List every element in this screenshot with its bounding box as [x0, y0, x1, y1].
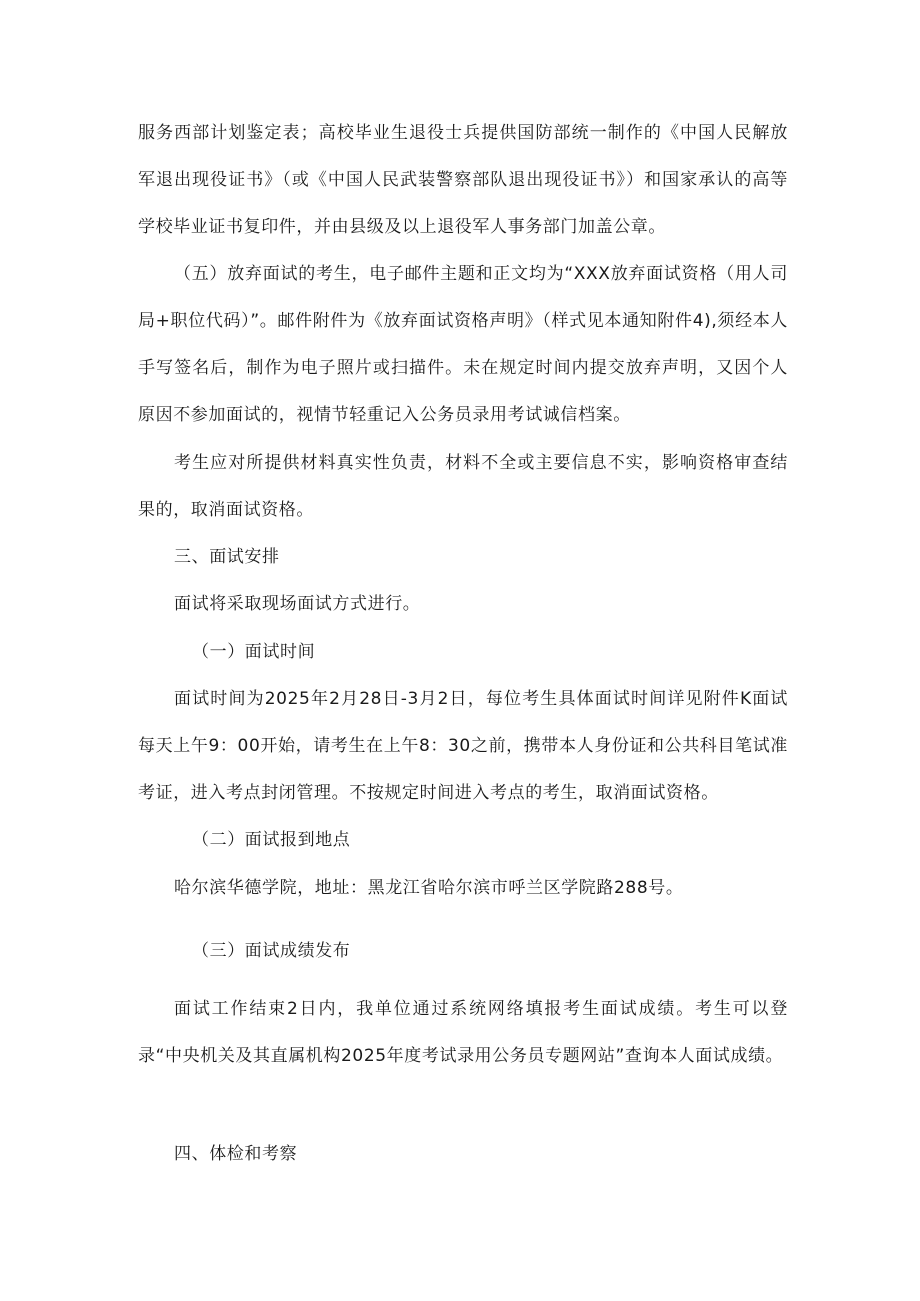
subheading-interview-time: （一）面试时间 — [192, 642, 316, 662]
paragraph-score-release: 面试工作结束2日内，我单位通过系统网络填报考生面试成绩。考生可以登录“中央机关及其直属机构2025年度考试录用公务员专题网站”查询本人面试成绩。 — [138, 999, 788, 1066]
section-heading-interview-arrangement: 三、面试安排 — [174, 547, 280, 567]
paragraph-material-responsibility: 考生应对所提供材料真实性负责，材料不全或主要信息不实，影响资格审查结果的，取消面试资格。 — [138, 453, 788, 520]
subheading-score-release: （三）面试成绩发布 — [192, 941, 351, 961]
paragraph-interview-method: 面试将采取现场面试方式进行。 — [174, 594, 421, 614]
subheading-interview-location: （二）面试报到地点 — [192, 830, 351, 850]
paragraph-interview-time: 面试时间为2025年2月28日-3月2日，每位考生具体面试时间详见附件K面试每天上午9：00开始，请考生在上午8：30之前，携带本人身份证和公共科目笔试准考证，进入考点封闭管理。不按规定时间进入考点的考生，取消面试资格。 — [138, 689, 788, 803]
paragraph-veteran-documents: 服务西部计划鉴定表；高校毕业生退役士兵提供国防部统一制作的《中国人民解放军退出现役证书》（或《中国人民武装警察部队退出现役证书》）和国家承认的高等学校毕业证书复印件，并由县级及以上退役军人事务部门加盖公章。 — [138, 123, 788, 237]
section-heading-physical-exam: 四、体检和考察 — [174, 1144, 298, 1164]
paragraph-waive-interview: （五）放弃面试的考生，电子邮件主题和正文均为“XXX放弃面试资格（用人司局+职位代码）”。邮件附件为《放弃面试资格声明》（样式见本通知附件4),须经本人手写签名后，制作为电子照片或扫描件。未在规定时间内提交放弃声明，又因个人原因不参加面试的，视情节轻重记入公务员录用考试诚信档案。 — [138, 264, 788, 425]
paragraph-interview-location: 哈尔滨华德学院，地址：黑龙江省哈尔滨市呼兰区学院路288号。 — [174, 878, 684, 898]
